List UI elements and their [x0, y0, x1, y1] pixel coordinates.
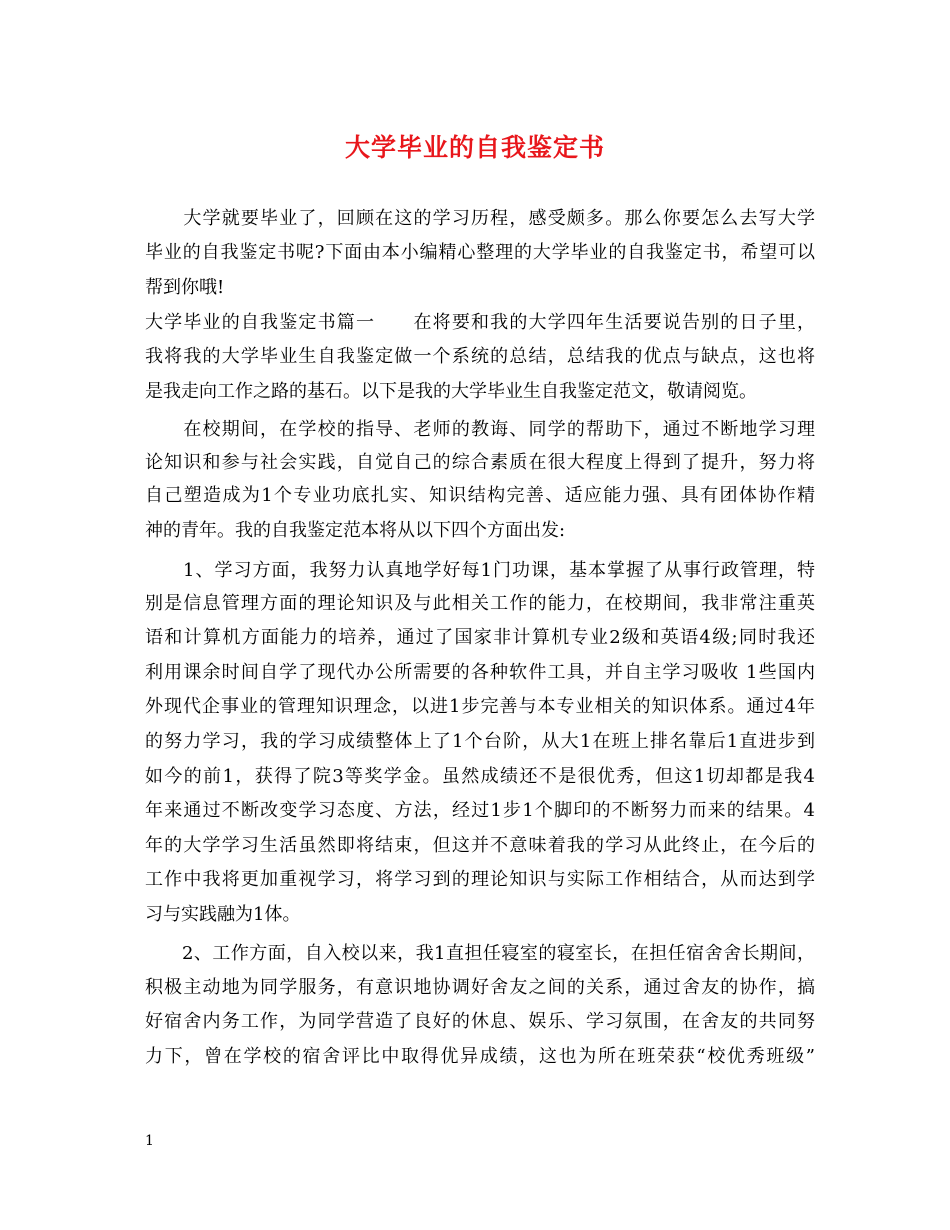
- text-line: 工作中我将更加重视学习，将学习到的理论知识与实际工作相结合，从而达到学: [145, 869, 815, 890]
- text-line: 别是信息管理方面的理论知识及与此相关工作的能力，在校期间，我非常注重英: [145, 593, 815, 614]
- text-line: 毕业的自我鉴定书呢?下面由本小编精心整理的大学毕业的自我鉴定书，希望可以: [145, 242, 815, 263]
- text-line: 年来通过不断改变学习态度、方法，经过1步1个脚印的不断努力而来的结果。4: [145, 800, 815, 821]
- text-line: 积极主动地为同学服务，有意识地协调好舍友之间的关系，通过舍友的协作，搞: [145, 977, 815, 998]
- text-line: 习与实践融为1体。: [145, 904, 301, 925]
- text-line: 是我走向工作之路的基石。以下是我的大学毕业生自我鉴定范文，敬请阅览。: [145, 381, 757, 402]
- document-title: 大学毕业的自我鉴定书: [344, 133, 605, 162]
- text-line: 神的青年。我的自我鉴定范本将从以下四个方面出发:: [145, 520, 566, 541]
- text-line: 大学毕业的自我鉴定书篇一 在将要和我的大学四年生活要说告别的日子里，: [145, 312, 815, 333]
- text-line: 2、工作方面，自入校以来，我1直担任寝室的寝室长，在担任宿舍舍长期间，: [145, 943, 815, 964]
- text-line: 语和计算机方面能力的培养，通过了国家非计算机专业2级和英语4级;同时我还: [145, 627, 815, 648]
- text-line: 年的大学学习生活虽然即将结束，但这并不意味着我的学习从此终止，在今后的: [145, 835, 815, 856]
- text-line: 的努力学习，我的学习成绩整体上了1个台阶，从大1在班上排名靠后1直进步到: [145, 731, 815, 752]
- text-line: 在校期间，在学校的指导、老师的教诲、同学的帮助下，通过不断地学习理: [145, 419, 815, 440]
- text-line: 力下，曾在学校的宿舍评比中取得优异成绩，这也为所在班荣获“校优秀班级”: [145, 1046, 815, 1067]
- page-number: 1: [145, 1133, 154, 1149]
- text-line: 好宿舍内务工作，为同学营造了良好的休息、娱乐、学习氛围，在舍友的共同努: [145, 1011, 815, 1032]
- text-line: 如今的前1，获得了院3等奖学金。虽然成绩还不是很优秀，但这1切却都是我4: [145, 766, 815, 787]
- text-line: 帮到你哦!: [145, 277, 225, 298]
- text-line: 自己塑造成为1个专业功底扎实、知识结构完善、适应能力强、具有团体协作精: [145, 485, 815, 506]
- text-line: 外现代企事业的管理知识理念，以进1步完善与本专业相关的知识体系。通过4年: [145, 696, 815, 717]
- text-line: 论知识和参与社会实践，自觉自己的综合素质在很大程度上得到了提升，努力将: [145, 452, 815, 473]
- text-line: 大学就要毕业了，回顾在这的学习历程，感受颇多。那么你要怎么去写大学: [145, 208, 815, 229]
- text-line: 1、学习方面，我努力认真地学好每1门功课，基本掌握了从事行政管理，特: [145, 560, 815, 581]
- text-line: 我将我的大学毕业生自我鉴定做一个系统的总结，总结我的优点与缺点，这也将: [145, 346, 815, 367]
- text-line: 利用课余时间自学了现代办公所需要的各种软件工具，并自主学习吸收 1些国内: [145, 662, 815, 683]
